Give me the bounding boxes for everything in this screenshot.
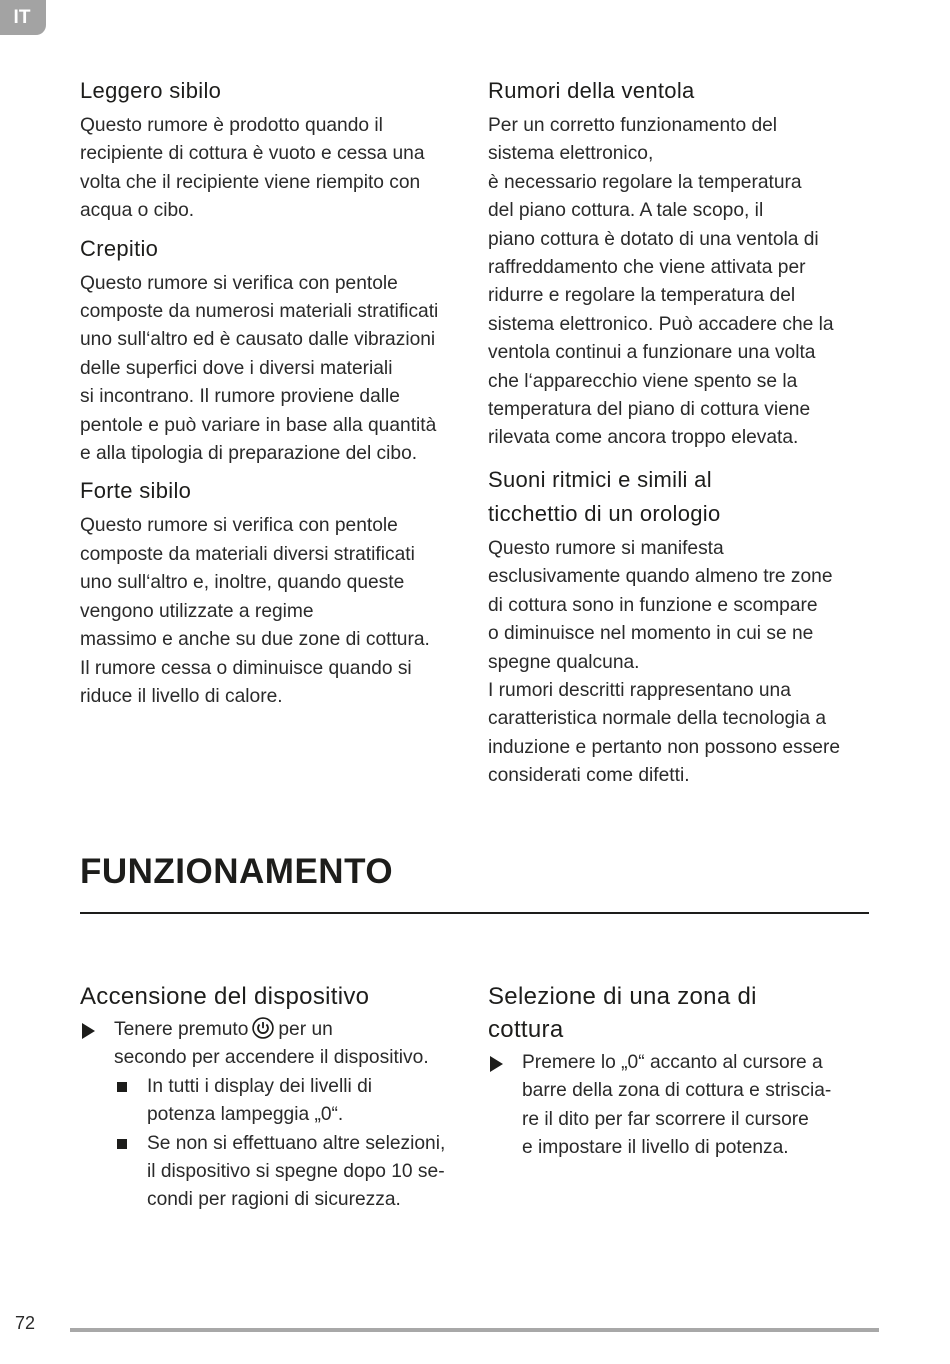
step-arrow-icon xyxy=(490,1056,503,1072)
accensione-step-text xyxy=(114,1016,465,1073)
section-title-suoni-ritmici xyxy=(488,463,876,531)
language-tab: IT xyxy=(0,0,46,35)
section-title-suoni-ritmici-line2: ticchettio di un orologio xyxy=(488,500,721,526)
selezione-title: Selezione di una zona di cottura xyxy=(488,983,757,1043)
step-arrow-icon xyxy=(82,1023,95,1039)
left-column xyxy=(80,78,465,711)
bullet-text: In tutti i display dei livelli di potenza lampeggia „0“. xyxy=(147,1075,373,1126)
bullet-square-icon xyxy=(117,1082,127,1092)
selezione-step xyxy=(488,1049,876,1163)
right-column xyxy=(488,78,876,791)
step-text-line2: secondo per accendere il dispositivo. xyxy=(114,1047,429,1069)
bullet-text: Se non si effettuano altre selezioni, il dispositivo si spegne dopo 10 se- condi per ragioni di sicurezza. xyxy=(147,1132,446,1211)
footer-bar xyxy=(70,1328,879,1332)
section-text-suoni-ritmici: Questo rumore si manifesta esclusivamente quando almeno tre zone di cottura sono in funzione e scompare o diminuisce nel momento in cui se ne spegne qualcuna. I rumori descritti rappresentano una caratteristica normale della tecnologia a induzione e pertanto non possono essere considerati come difetti. xyxy=(488,537,841,787)
accensione-section xyxy=(80,980,465,1215)
step-text-after: per un xyxy=(278,1019,333,1040)
bullet-item xyxy=(114,1073,465,1130)
section-title-forte-sibilo: Forte sibilo xyxy=(80,478,192,504)
bullet-item xyxy=(114,1130,465,1215)
page-number: 72 xyxy=(15,1313,36,1333)
section-title-leggero-sibilo: Leggero sibilo xyxy=(80,78,222,103)
section-title-rumori-ventola: Rumori della ventola xyxy=(488,78,695,103)
section-text-leggero-sibilo: Questo rumore è prodotto quando il recipiente di cottura è vuoto e cessa una volta che il recipiente viene riempito con acqua o cibo. xyxy=(80,115,425,222)
selezione-section xyxy=(488,980,876,1163)
bullet-square-icon xyxy=(117,1139,127,1149)
title-divider xyxy=(80,912,869,914)
accensione-step xyxy=(80,1016,465,1215)
section-title-suoni-ritmici-line1: Suoni ritmici e simili al xyxy=(488,466,712,492)
section-text-forte-sibilo: Questo rumore si verifica con pentole composte da materiali diversi stratificati uno sull‘altro e, inoltre, quando queste vengono utilizzate a regime massimo e anche su due zone di cottura. Il rumore cessa o diminuisce quando si riduce il livello di calore. xyxy=(80,515,430,707)
section-text-crepitio: Questo rumore si verifica con pentole composte da numerosi materiali stratificati uno sull‘altro ed è causato dalle vibrazioni delle superfici dove i diversi materiali si incontrano. Il rumore proviene dalle pentole e può variare in base alla quantità e alla tipologia di preparazione del cibo. xyxy=(80,272,439,465)
selezione-step-text: Premere lo „0“ accanto al cursore a barre della zona di cottura e striscia- re il dito per far scorrere il cursore e impostare il livello di potenza. xyxy=(522,1052,832,1159)
accensione-title: Accensione del dispositivo xyxy=(80,983,370,1010)
section-title-crepitio: Crepitio xyxy=(80,235,159,261)
section-text-rumori-ventola: Per un corretto funzionamento del sistema elettronico, è necessario regolare la temperatura del piano cottura. A tale scopo, il piano cottura è dotato di una ventola di raffreddamento che viene attivata per ridurre e regolare la temperatura del sistema elettronico. Può accadere che la ventola continui a funzionare una volta che l‘apparecchio viene spento se la temperatura del piano di cottura viene rilevata come ancora troppo elevata. xyxy=(488,115,834,449)
power-icon xyxy=(252,1017,274,1039)
main-title: FUNZIONAMENTO xyxy=(80,852,394,891)
step-text-before: Tenere premuto xyxy=(114,1019,249,1040)
